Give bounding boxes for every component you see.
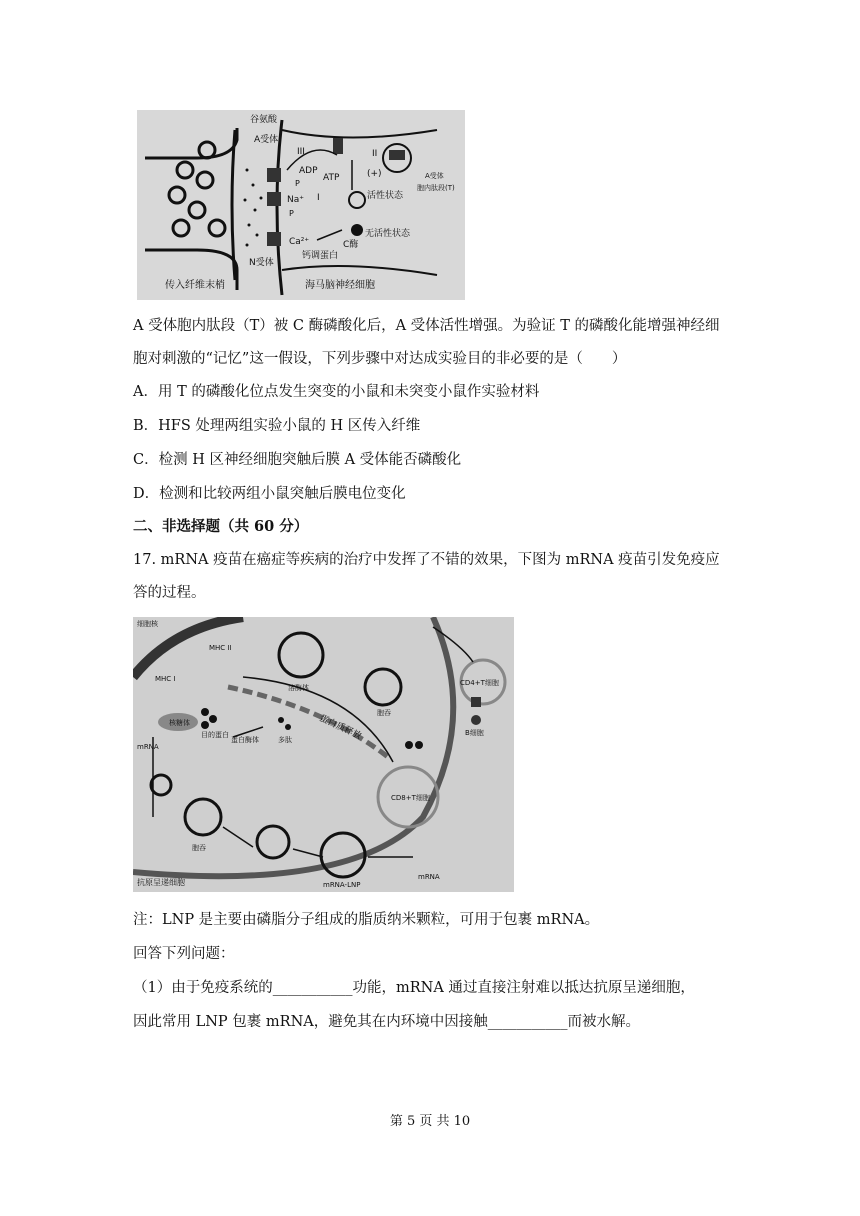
label-phosphate-1: P [295, 179, 300, 188]
label-hippocampus: 海马脑神经细胞 [305, 280, 375, 291]
c-enzyme-active [349, 192, 365, 208]
question-stem-line1: A 受体胞内肽段（T）被 C 酶磷酸化后，A 受体活性增强。为验证 T 的磷酸化能增强神经细 [133, 318, 720, 334]
label-na: Na⁺ [287, 195, 304, 205]
answer-prompt: 回答下列问题： [133, 946, 235, 962]
section-heading: 二、非选择题（共 60 分） [133, 518, 309, 535]
label-t-line2: 胞内肽段(T) [417, 184, 455, 192]
label-cd8: CD8+T细胞 [391, 794, 430, 802]
label-active: 活性状态 [367, 191, 404, 201]
label-protein-release: 蛋白质释放 [317, 713, 363, 742]
glutamate-dots [244, 169, 263, 247]
c-enzyme-inactive [351, 224, 363, 236]
label-ca: Ca²⁺ [289, 237, 310, 247]
label-target-protein: 目的蛋白 [201, 731, 229, 739]
label-atp: ATP [323, 173, 340, 183]
postsynaptic-membrane [277, 120, 282, 295]
mrna-vaccine-diagram-svg [133, 617, 514, 892]
label-proteasome: 蛋白酶体 [231, 736, 259, 744]
presynaptic-membrane [145, 128, 237, 290]
label-inactive: 无活性状态 [365, 229, 411, 239]
label-calmodulin: 钙调蛋白 [302, 251, 339, 261]
synapse-diagram [137, 110, 465, 300]
label-endosome-top: 胞吞 [377, 709, 391, 717]
endosome-left-shape [185, 799, 221, 835]
label-lysosome: 溶酶体 [288, 684, 309, 692]
apc-membrane [133, 617, 453, 876]
label-roman-1: I [317, 193, 320, 203]
n-receptor-shape [267, 232, 281, 246]
lysosome-shape [279, 633, 323, 677]
b-cell-shape [471, 715, 481, 725]
label-plus: (+) [367, 169, 382, 179]
figure-note: 注：LNP 是主要由磷脂分子组成的脂质纳米颗粒，可用于包裹 mRNA。 [133, 912, 600, 928]
label-cd4: CD4+T细胞 [460, 679, 499, 687]
label-nucleus: 细胞核 [137, 620, 158, 628]
label-afferent: 传入纤维末梢 [165, 280, 225, 291]
page-footer: 第 5 页 共 10 [389, 1114, 471, 1129]
label-apc: 抗原呈递细胞 [137, 878, 185, 887]
q17-stem-line2: 答的过程。 [133, 585, 206, 601]
endosome-bottom-shape [257, 826, 289, 858]
option-c: C．检测 H 区神经细胞突触后膜 A 受体能否磷酸化 [133, 452, 462, 468]
label-roman-3: III [297, 147, 305, 157]
mrna-vaccine-diagram [133, 617, 514, 892]
label-c-enzyme: C酶 [343, 240, 359, 250]
label-n-receptor: N受体 [249, 258, 274, 268]
endosome-top-shape [365, 669, 401, 705]
label-mrna-inside: mRNA [137, 743, 159, 751]
label-mhc1: MHC I [155, 675, 176, 683]
option-a: A．用 T 的磷酸化位点发生突变的小鼠和未突变小鼠作实验材料 [133, 384, 540, 400]
label-ribosome: 核糖体 [169, 719, 190, 727]
label-mrna-outside: mRNA [418, 873, 440, 881]
sub-question-1-line2: 因此常用 LNP 包裹 mRNA，避免其在内环境中因接触___________而被水解。 [133, 1014, 640, 1030]
label-t-line1: A受体 [425, 172, 444, 180]
label-peptides: 多肽 [278, 736, 292, 744]
question-stem-line2: 胞对刺激的“记忆”这一假设，下列步骤中对达成实验目的非必要的是（ ） [133, 351, 627, 367]
q17-stem-line1: 17. mRNA 疫苗在癌症等疾病的治疗中发挥了不错的效果，下图为 mRNA 疫苗引发免疫应 [133, 552, 720, 568]
label-phosphate-2: P [289, 209, 294, 218]
sub-question-1-line1: （1）由于免疫系统的___________功能，mRNA 通过直接注射难以抵达抗原呈递细胞， [133, 980, 695, 996]
a-receptor-shape [267, 168, 281, 182]
label-b-cell: B细胞 [465, 729, 484, 737]
label-mrna-lnp: mRNA-LNP [323, 881, 361, 889]
label-a-receptor: A受体 [254, 135, 279, 145]
protein-release-path [228, 687, 388, 757]
label-roman-2: II [372, 149, 378, 159]
label-glutamate: 谷氨酸 [250, 115, 278, 125]
label-endosome-bottom: 胞吞 [192, 844, 206, 852]
label-adp: ADP [299, 166, 318, 176]
synapse-diagram-svg [137, 110, 465, 300]
option-d: D．检测和比较两组小鼠突触后膜电位变化 [133, 486, 406, 502]
option-b: B．HFS 处理两组实验小鼠的 H 区传入纤维 [133, 418, 421, 434]
label-mhc2: MHC II [209, 644, 232, 652]
